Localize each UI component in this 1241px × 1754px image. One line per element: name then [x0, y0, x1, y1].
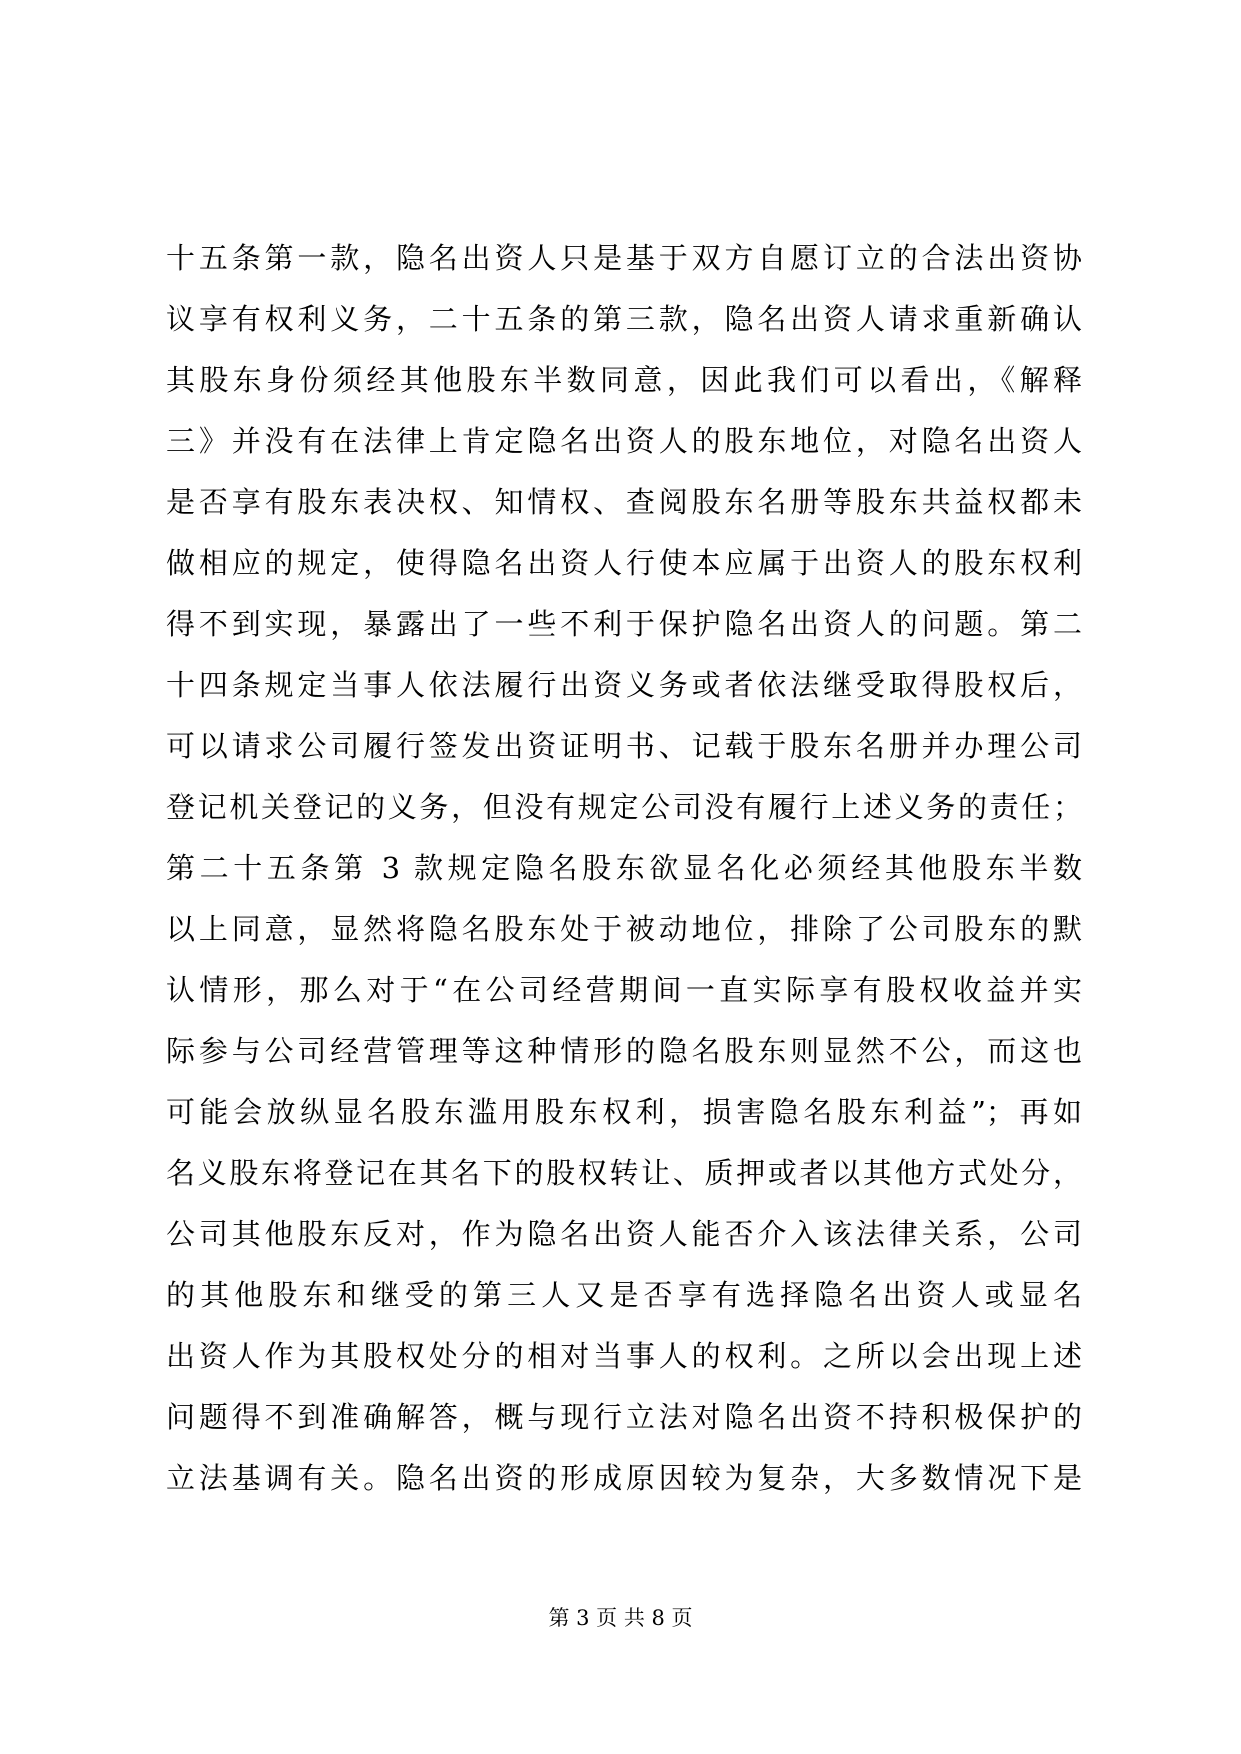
text-line: 是否享有股东表决权、知情权、查阅股东名册等股东共益权都未 — [166, 485, 1082, 519]
text-line: 议享有权利义务，二十五条的第三款，隐名出资人请求重新确认 — [166, 302, 1082, 336]
text-line: 公司其他股东反对，作为隐名出资人能否介入该法律关系，公司 — [166, 1217, 1082, 1251]
text-line: 十四条规定当事人依法履行出资义务或者依法继受取得股权后， — [166, 668, 1082, 702]
text-line: 可能会放纵显名股东滥用股东权利，损害隐名股东利益”；再如 — [166, 1095, 1082, 1129]
text-line: 其股东身份须经其他股东半数同意，因此我们可以看出，《解释 — [166, 363, 1082, 397]
text-line: 出资人作为其股权处分的相对当事人的权利。之所以会出现上述 — [166, 1339, 1082, 1373]
text-line: 得不到实现，暴露出了一些不利于保护隐名出资人的问题。第二 — [166, 607, 1082, 641]
text-line: 问题得不到准确解答，概与现行立法对隐名出资不持积极保护的 — [166, 1400, 1082, 1434]
text-line: 十五条第一款，隐名出资人只是基于双方自愿订立的合法出资协 — [166, 241, 1082, 275]
body-text — [166, 228, 1082, 1509]
text-line: 立法基调有关。隐名出资的形成原因较为复杂，大多数情况下是 — [166, 1461, 1082, 1495]
text-line: 做相应的规定，使得隐名出资人行使本应属于出资人的股东权利 — [166, 546, 1082, 580]
page-footer: 第 3 页 共 8 页 — [548, 1606, 693, 1630]
text-line: 认情形，那么对于“在公司经营期间一直实际享有股权收益并实 — [166, 973, 1082, 1007]
text-line: 三》并没有在法律上肯定隐名出资人的股东地位，对隐名出资人 — [166, 424, 1082, 458]
text-line: 可以请求公司履行签发出资证明书、记载于股东名册并办理公司 — [166, 729, 1082, 763]
text-line: 名义股东将登记在其名下的股权转让、质押或者以其他方式处分， — [166, 1156, 1082, 1190]
text-line: 登记机关登记的义务，但没有规定公司没有履行上述义务的责任； — [166, 790, 1082, 824]
text-line: 际参与公司经营管理等这种情形的隐名股东则显然不公，而这也 — [166, 1034, 1082, 1068]
text-line: 以上同意，显然将隐名股东处于被动地位，排除了公司股东的默 — [166, 912, 1082, 946]
text-line: 第二十五条第 3 款规定隐名股东欲显名化必须经其他股东半数 — [166, 851, 1082, 885]
text-line: 的其他股东和继受的第三人又是否享有选择隐名出资人或显名 — [166, 1278, 1082, 1312]
